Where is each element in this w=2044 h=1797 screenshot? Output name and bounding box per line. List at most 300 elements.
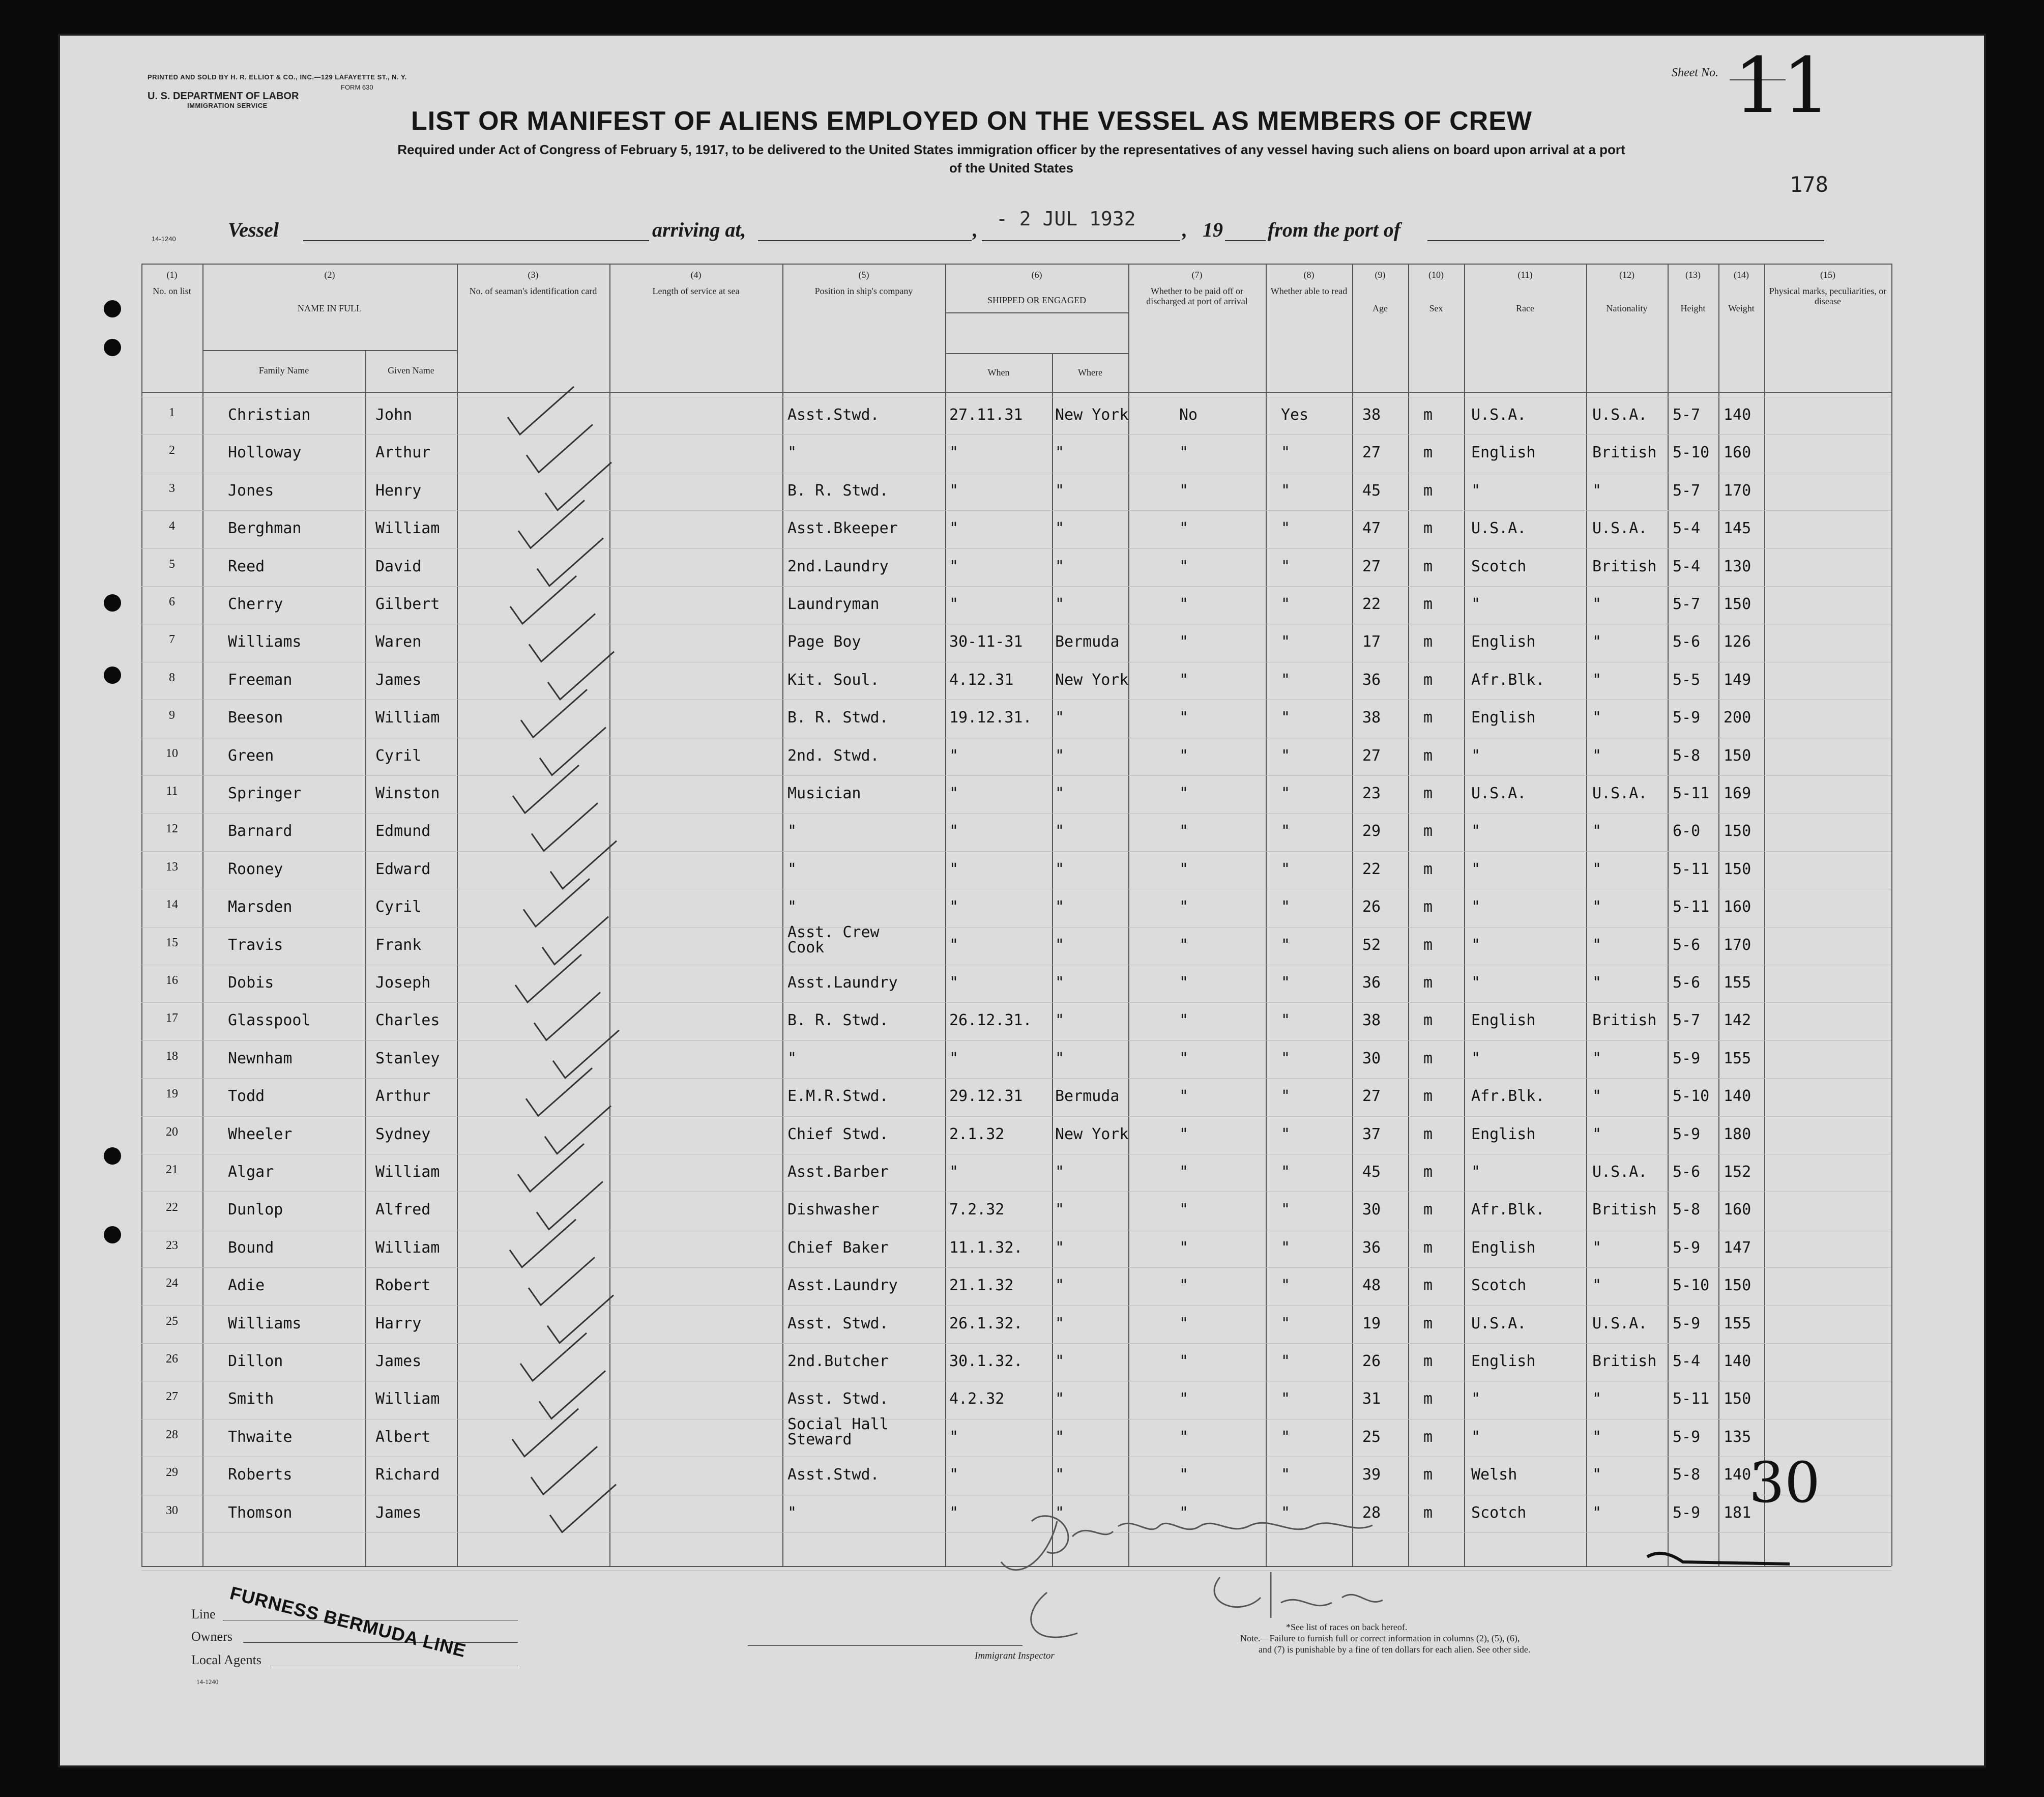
family-name: Dobis bbox=[228, 974, 274, 992]
checkmark-icon bbox=[529, 614, 595, 661]
age: 47 bbox=[1362, 519, 1381, 538]
able-to-read: Yes bbox=[1281, 406, 1309, 424]
sex: m bbox=[1423, 519, 1433, 538]
sex: m bbox=[1423, 1390, 1433, 1408]
nationality: U.S.A. bbox=[1592, 1314, 1648, 1332]
shipped-where: " bbox=[1055, 481, 1065, 500]
family-name: Beeson bbox=[228, 709, 283, 727]
able-to-read: " bbox=[1281, 481, 1291, 500]
form-number: FORM 630 bbox=[341, 83, 373, 91]
paid-off: " bbox=[1179, 1201, 1189, 1219]
given-name: James bbox=[375, 1352, 422, 1370]
paid-off: " bbox=[1179, 671, 1189, 689]
row-number: 26 bbox=[166, 1352, 178, 1366]
position: Asst. Stwd. bbox=[787, 1314, 889, 1332]
nationality: British bbox=[1592, 444, 1657, 462]
nationality: " bbox=[1592, 481, 1602, 500]
weight: 142 bbox=[1724, 1011, 1751, 1030]
weight: 150 bbox=[1724, 1390, 1751, 1408]
family-name: Travis bbox=[228, 936, 283, 954]
family-name: Jones bbox=[228, 481, 274, 500]
age: 39 bbox=[1362, 1466, 1381, 1484]
family-name: Cherry bbox=[228, 595, 283, 613]
weight: 150 bbox=[1724, 746, 1751, 765]
arrival-date-stamp: - 2 JUL 1932 bbox=[996, 208, 1136, 230]
paid-off: " bbox=[1179, 557, 1189, 575]
able-to-read: " bbox=[1281, 785, 1291, 802]
height: 5-7 bbox=[1673, 595, 1701, 613]
shipped-when: 7.2.32 bbox=[949, 1201, 1005, 1219]
shipped-when: 4.12.31 bbox=[949, 671, 1014, 689]
given-name: Frank bbox=[375, 936, 422, 954]
shipped-where: " bbox=[1055, 519, 1065, 538]
race: English bbox=[1471, 709, 1536, 727]
service-name: IMMIGRATION SERVICE bbox=[187, 102, 268, 109]
given-name: William bbox=[375, 709, 440, 727]
checkmark-icon bbox=[520, 1333, 587, 1381]
given-name: William bbox=[375, 1238, 440, 1257]
race: " bbox=[1471, 974, 1481, 992]
checkmark-icon bbox=[526, 1068, 592, 1116]
paid-off: " bbox=[1179, 860, 1189, 878]
position: 2nd.Butcher bbox=[787, 1352, 889, 1370]
form-code: 14-1240 bbox=[152, 235, 176, 243]
shipped-where: " bbox=[1055, 557, 1065, 575]
row-number: 10 bbox=[166, 746, 178, 760]
paid-off: No bbox=[1179, 406, 1198, 424]
height: 5-7 bbox=[1673, 406, 1701, 424]
column-header: Physical marks, peculiarities, or disease bbox=[1769, 286, 1887, 306]
race: U.S.A. bbox=[1471, 785, 1527, 802]
age: 52 bbox=[1362, 936, 1381, 954]
checkmark-icon bbox=[510, 576, 576, 624]
column-header: Nationality bbox=[1606, 303, 1648, 313]
position: Asst.Bkeeper bbox=[787, 519, 898, 538]
owners-label: Owners bbox=[191, 1629, 232, 1644]
weight: 155 bbox=[1724, 974, 1751, 992]
column-number: (5) bbox=[858, 270, 869, 280]
given-name: William bbox=[375, 1390, 440, 1408]
checkmark-icon bbox=[523, 879, 590, 926]
row-number: 9 bbox=[169, 709, 175, 722]
race: " bbox=[1471, 1049, 1481, 1067]
paid-off: " bbox=[1179, 1238, 1189, 1257]
family-name: Dillon bbox=[228, 1352, 283, 1370]
agents-label: Local Agents bbox=[191, 1653, 261, 1667]
age: 23 bbox=[1362, 785, 1381, 802]
manifest-sheet bbox=[60, 36, 1984, 1765]
nationality: U.S.A. bbox=[1592, 406, 1648, 424]
able-to-read: " bbox=[1281, 1049, 1291, 1067]
able-to-read: " bbox=[1281, 557, 1291, 575]
sex: m bbox=[1423, 709, 1433, 727]
document-title: LIST OR MANIFEST OF ALIENS EMPLOYED ON THE VESSEL AS MEMBERS OF CREW bbox=[411, 106, 1532, 136]
position: Page Boy bbox=[787, 633, 861, 651]
vessel-name-line bbox=[303, 240, 649, 241]
age: 36 bbox=[1362, 1238, 1381, 1257]
checkmark-icon bbox=[553, 1030, 619, 1078]
sex: m bbox=[1423, 1201, 1433, 1219]
height: 5-11 bbox=[1673, 785, 1710, 802]
shipped-when: " bbox=[949, 1466, 959, 1484]
race: Afr.Blk. bbox=[1471, 1201, 1545, 1219]
checkmark-icon bbox=[508, 387, 574, 434]
shipped-when: " bbox=[949, 746, 959, 765]
family-name: Springer bbox=[228, 785, 302, 802]
family-name: Algar bbox=[228, 1163, 274, 1181]
weight: 140 bbox=[1724, 406, 1751, 424]
department-name: U. S. DEPARTMENT OF LABOR bbox=[148, 91, 299, 102]
column-header: Weight bbox=[1728, 303, 1755, 313]
shipped-when: " bbox=[949, 444, 959, 462]
family-name: Bound bbox=[228, 1238, 274, 1257]
able-to-read: " bbox=[1281, 633, 1291, 651]
column-number: (11) bbox=[1517, 270, 1533, 280]
paid-off: " bbox=[1179, 1352, 1189, 1370]
penalty-note-2: and (7) is punishable by a fine of ten dollars for each alien. See other side. bbox=[1259, 1644, 1531, 1655]
checkmark-icon bbox=[531, 1446, 597, 1494]
height: 5-7 bbox=[1673, 481, 1701, 500]
row-number: 16 bbox=[166, 974, 178, 987]
able-to-read: " bbox=[1281, 936, 1291, 954]
able-to-read: " bbox=[1281, 1503, 1291, 1522]
row-number: 11 bbox=[166, 785, 178, 798]
nationality: " bbox=[1592, 1503, 1602, 1522]
family-name: Rooney bbox=[228, 860, 283, 878]
arrival-port-line bbox=[758, 240, 972, 241]
row-number: 4 bbox=[169, 519, 175, 533]
height: 5-8 bbox=[1673, 746, 1701, 765]
position: 2nd. Stwd. bbox=[787, 746, 880, 765]
family-name: Dunlop bbox=[228, 1201, 283, 1219]
owners-blank bbox=[243, 1642, 518, 1643]
height: 5-6 bbox=[1673, 974, 1701, 992]
row-number: 20 bbox=[166, 1125, 178, 1139]
punch-hole bbox=[104, 594, 121, 612]
weight: 126 bbox=[1724, 633, 1751, 651]
shipped-where: " bbox=[1055, 1352, 1065, 1370]
year-line bbox=[1225, 240, 1266, 241]
position: Asst. Stwd. bbox=[787, 1390, 889, 1408]
punch-hole bbox=[104, 1147, 121, 1165]
punch-hole bbox=[104, 666, 121, 684]
column-header: Whether to be paid off or discharged at port of arrival bbox=[1146, 286, 1248, 306]
paid-off: " bbox=[1179, 1125, 1189, 1143]
shipped-where: " bbox=[1055, 1201, 1065, 1219]
paid-off: " bbox=[1179, 785, 1189, 802]
family-name: Freeman bbox=[228, 671, 293, 689]
race: " bbox=[1471, 1390, 1481, 1408]
age: 17 bbox=[1362, 633, 1381, 651]
family-name: Wheeler bbox=[228, 1125, 293, 1143]
shipped-where: New York bbox=[1055, 671, 1129, 689]
shipped-when: " bbox=[949, 860, 959, 878]
sex: m bbox=[1423, 746, 1433, 765]
given-name: Edmund bbox=[375, 822, 431, 840]
paid-off: " bbox=[1179, 1428, 1189, 1446]
nationality: " bbox=[1592, 860, 1602, 878]
nationality: " bbox=[1592, 1049, 1602, 1067]
paid-off: " bbox=[1179, 1087, 1189, 1106]
family-name: Barnard bbox=[228, 822, 293, 840]
row-number: 27 bbox=[166, 1390, 178, 1404]
year-label: 19 bbox=[1203, 218, 1223, 241]
given-name: Harry bbox=[375, 1314, 422, 1332]
shipped-where: " bbox=[1055, 595, 1065, 613]
height: 5-10 bbox=[1673, 1277, 1710, 1295]
row-number: 28 bbox=[166, 1428, 178, 1441]
position: " bbox=[787, 1503, 797, 1522]
age: 38 bbox=[1362, 709, 1381, 727]
underline-stroke bbox=[1642, 1542, 1795, 1572]
shipped-where: New York bbox=[1055, 1125, 1129, 1143]
checkmark-icon bbox=[547, 1295, 614, 1343]
able-to-read: " bbox=[1281, 974, 1291, 992]
age: 27 bbox=[1362, 557, 1381, 575]
column-number: (12) bbox=[1619, 270, 1634, 280]
row-number: 18 bbox=[166, 1049, 178, 1063]
family-name: Williams bbox=[228, 633, 302, 651]
weight: 130 bbox=[1724, 557, 1751, 575]
age: 19 bbox=[1362, 1314, 1381, 1332]
column-number: (1) bbox=[166, 270, 178, 280]
weight: 181 bbox=[1724, 1503, 1751, 1522]
paid-off: " bbox=[1179, 822, 1189, 840]
column-header: Age bbox=[1373, 303, 1388, 313]
sex: m bbox=[1423, 1087, 1433, 1106]
checkmark-icon bbox=[540, 728, 606, 775]
height: 5-8 bbox=[1673, 1466, 1701, 1484]
shipped-where: " bbox=[1055, 1238, 1065, 1257]
height: 5-10 bbox=[1673, 1087, 1710, 1106]
paid-off: " bbox=[1179, 633, 1189, 651]
weight: 140 bbox=[1724, 1466, 1751, 1484]
sex: m bbox=[1423, 1466, 1433, 1484]
able-to-read: " bbox=[1281, 1087, 1291, 1106]
nationality: " bbox=[1592, 974, 1602, 992]
sex: m bbox=[1423, 1125, 1433, 1143]
column-header: Length of service at sea bbox=[652, 286, 740, 296]
nationality: " bbox=[1592, 1087, 1602, 1106]
sex: m bbox=[1423, 595, 1433, 613]
paid-off: " bbox=[1179, 746, 1189, 765]
race: U.S.A. bbox=[1471, 406, 1527, 424]
paid-off: " bbox=[1179, 1314, 1189, 1332]
race: U.S.A. bbox=[1471, 519, 1527, 538]
able-to-read: " bbox=[1281, 1277, 1291, 1295]
shipped-when: 30-11-31 bbox=[949, 633, 1023, 651]
weight: 149 bbox=[1724, 671, 1751, 689]
shipped-when: 27.11.31 bbox=[949, 406, 1023, 424]
shipped-when: 21.1.32 bbox=[949, 1277, 1014, 1295]
given-name: William bbox=[375, 1163, 440, 1181]
position: Laundryman bbox=[787, 595, 880, 613]
able-to-read: " bbox=[1281, 1125, 1291, 1143]
nationality: " bbox=[1592, 898, 1602, 916]
sex: m bbox=[1423, 671, 1433, 689]
given-name: Henry bbox=[375, 481, 422, 500]
able-to-read: " bbox=[1281, 1238, 1291, 1257]
column-header: NAME IN FULL bbox=[298, 303, 362, 313]
printer-line: PRINTED AND SOLD BY H. R. ELLIOT & CO., INC.—129 LAFAYETTE ST., N. Y. bbox=[148, 73, 407, 81]
sex: m bbox=[1423, 1314, 1433, 1332]
age: 22 bbox=[1362, 860, 1381, 878]
sex: m bbox=[1423, 557, 1433, 575]
shipped-when: " bbox=[949, 595, 959, 613]
able-to-read: " bbox=[1281, 1352, 1291, 1370]
column-subheader: Given Name bbox=[388, 365, 434, 375]
height: 5-5 bbox=[1673, 671, 1701, 689]
shipped-when: 11.1.32. bbox=[949, 1238, 1023, 1257]
race: " bbox=[1471, 746, 1481, 765]
able-to-read: " bbox=[1281, 1011, 1291, 1030]
height: 5-4 bbox=[1673, 519, 1701, 538]
row-number: 3 bbox=[169, 481, 175, 495]
row-number: 19 bbox=[166, 1087, 178, 1101]
nationality: British bbox=[1592, 1352, 1657, 1370]
row-number: 14 bbox=[166, 898, 178, 912]
weight: 160 bbox=[1724, 1201, 1751, 1219]
position: 2nd.Laundry bbox=[787, 557, 889, 575]
position: Asst.Stwd. bbox=[787, 1466, 880, 1484]
page-number: 178 bbox=[1790, 172, 1828, 197]
given-name: Cyril bbox=[375, 898, 422, 916]
able-to-read: " bbox=[1281, 709, 1291, 727]
weight: 140 bbox=[1724, 1352, 1751, 1370]
checkmark-icon bbox=[518, 500, 585, 548]
nationality: " bbox=[1592, 936, 1602, 954]
race: " bbox=[1471, 860, 1481, 878]
paid-off: " bbox=[1179, 1277, 1189, 1295]
age: 26 bbox=[1362, 1352, 1381, 1370]
shipped-where: " bbox=[1055, 709, 1065, 727]
inspector-signature-line bbox=[748, 1645, 1023, 1646]
given-name: Arthur bbox=[375, 1087, 431, 1106]
checkmark-icon bbox=[521, 689, 587, 737]
able-to-read: " bbox=[1281, 519, 1291, 538]
checkmark-icon bbox=[537, 538, 603, 586]
row-number: 21 bbox=[166, 1163, 178, 1176]
age: 26 bbox=[1362, 898, 1381, 916]
column-number: (2) bbox=[324, 270, 335, 280]
race-note: *See list of races on back hereof. bbox=[1286, 1622, 1408, 1632]
nationality: " bbox=[1592, 822, 1602, 840]
shipped-where: " bbox=[1055, 444, 1065, 462]
given-name: Waren bbox=[375, 633, 422, 651]
checkmark-icon bbox=[510, 1220, 576, 1267]
race: English bbox=[1471, 633, 1536, 651]
subtitle-line-2: of the United States bbox=[949, 160, 1074, 176]
age: 22 bbox=[1362, 595, 1381, 613]
checkmark-icon bbox=[532, 803, 598, 851]
position: Asst.Laundry bbox=[787, 974, 898, 992]
height: 5-9 bbox=[1673, 1428, 1701, 1446]
weight: 170 bbox=[1724, 481, 1751, 500]
age: 29 bbox=[1362, 822, 1381, 840]
age: 36 bbox=[1362, 671, 1381, 689]
nationality: U.S.A. bbox=[1592, 519, 1648, 538]
able-to-read: " bbox=[1281, 822, 1291, 840]
port-label: from the port of bbox=[1268, 218, 1401, 241]
shipped-where: New York bbox=[1055, 406, 1129, 424]
sex: m bbox=[1423, 406, 1433, 424]
column-number: (13) bbox=[1685, 270, 1701, 280]
shipped-when: " bbox=[949, 481, 959, 500]
paid-off: " bbox=[1179, 1390, 1189, 1408]
height: 6-0 bbox=[1673, 822, 1701, 840]
nationality: U.S.A. bbox=[1592, 785, 1648, 802]
footer-code: 14-1240 bbox=[196, 1678, 219, 1686]
sex: m bbox=[1423, 1163, 1433, 1181]
position: " bbox=[787, 822, 797, 840]
sex: m bbox=[1423, 633, 1433, 651]
row-number: 15 bbox=[166, 936, 178, 949]
shipped-where: " bbox=[1055, 1390, 1065, 1408]
able-to-read: " bbox=[1281, 898, 1291, 916]
height: 5-6 bbox=[1673, 1163, 1701, 1181]
nationality: " bbox=[1592, 709, 1602, 727]
family-name: Smith bbox=[228, 1390, 274, 1408]
column-header: Race bbox=[1516, 303, 1534, 313]
weight: 150 bbox=[1724, 860, 1751, 878]
family-name: Newnham bbox=[228, 1049, 293, 1067]
nationality: British bbox=[1592, 1201, 1657, 1219]
shipped-where: " bbox=[1055, 1466, 1065, 1484]
nationality: " bbox=[1592, 1466, 1602, 1484]
weight: 145 bbox=[1724, 519, 1751, 538]
checkmark-icon bbox=[529, 1257, 595, 1305]
family-name: Marsden bbox=[228, 898, 293, 916]
able-to-read: " bbox=[1281, 860, 1291, 878]
departure-port-line bbox=[1427, 240, 1824, 241]
weight: 135 bbox=[1724, 1428, 1751, 1446]
nationality: British bbox=[1592, 1011, 1657, 1030]
paid-off: " bbox=[1179, 936, 1189, 954]
given-name: Sydney bbox=[375, 1125, 431, 1143]
height: 5-4 bbox=[1673, 1352, 1701, 1370]
given-name: Arthur bbox=[375, 444, 431, 462]
checkmark-icon bbox=[534, 992, 600, 1040]
paid-off: " bbox=[1179, 444, 1189, 462]
paid-off: " bbox=[1179, 595, 1189, 613]
given-name: Gilbert bbox=[375, 595, 440, 613]
shipped-when: " bbox=[949, 1049, 959, 1067]
nationality: " bbox=[1592, 1125, 1602, 1143]
weight: 155 bbox=[1724, 1049, 1751, 1067]
paid-off: " bbox=[1179, 898, 1189, 916]
shipped-where: " bbox=[1055, 898, 1065, 916]
shipped-when: " bbox=[949, 1428, 959, 1446]
weight: 150 bbox=[1724, 822, 1751, 840]
race: " bbox=[1471, 595, 1481, 613]
column-header: No. of seaman's identification card bbox=[469, 286, 597, 296]
race: " bbox=[1471, 1163, 1481, 1181]
height: 5-9 bbox=[1673, 1238, 1701, 1257]
position: Asst.Barber bbox=[787, 1163, 889, 1181]
race: " bbox=[1471, 898, 1481, 916]
row-number: 6 bbox=[169, 595, 175, 608]
race: Afr.Blk. bbox=[1471, 671, 1545, 689]
comma-separator: , bbox=[1182, 218, 1187, 241]
column-number: (7) bbox=[1191, 270, 1203, 280]
position: " bbox=[787, 860, 797, 878]
given-name: Stanley bbox=[375, 1049, 440, 1067]
age: 45 bbox=[1362, 481, 1381, 500]
row-number: 24 bbox=[166, 1277, 178, 1290]
height: 5-9 bbox=[1673, 709, 1701, 727]
able-to-read: " bbox=[1281, 1466, 1291, 1484]
given-name: James bbox=[375, 1503, 422, 1522]
